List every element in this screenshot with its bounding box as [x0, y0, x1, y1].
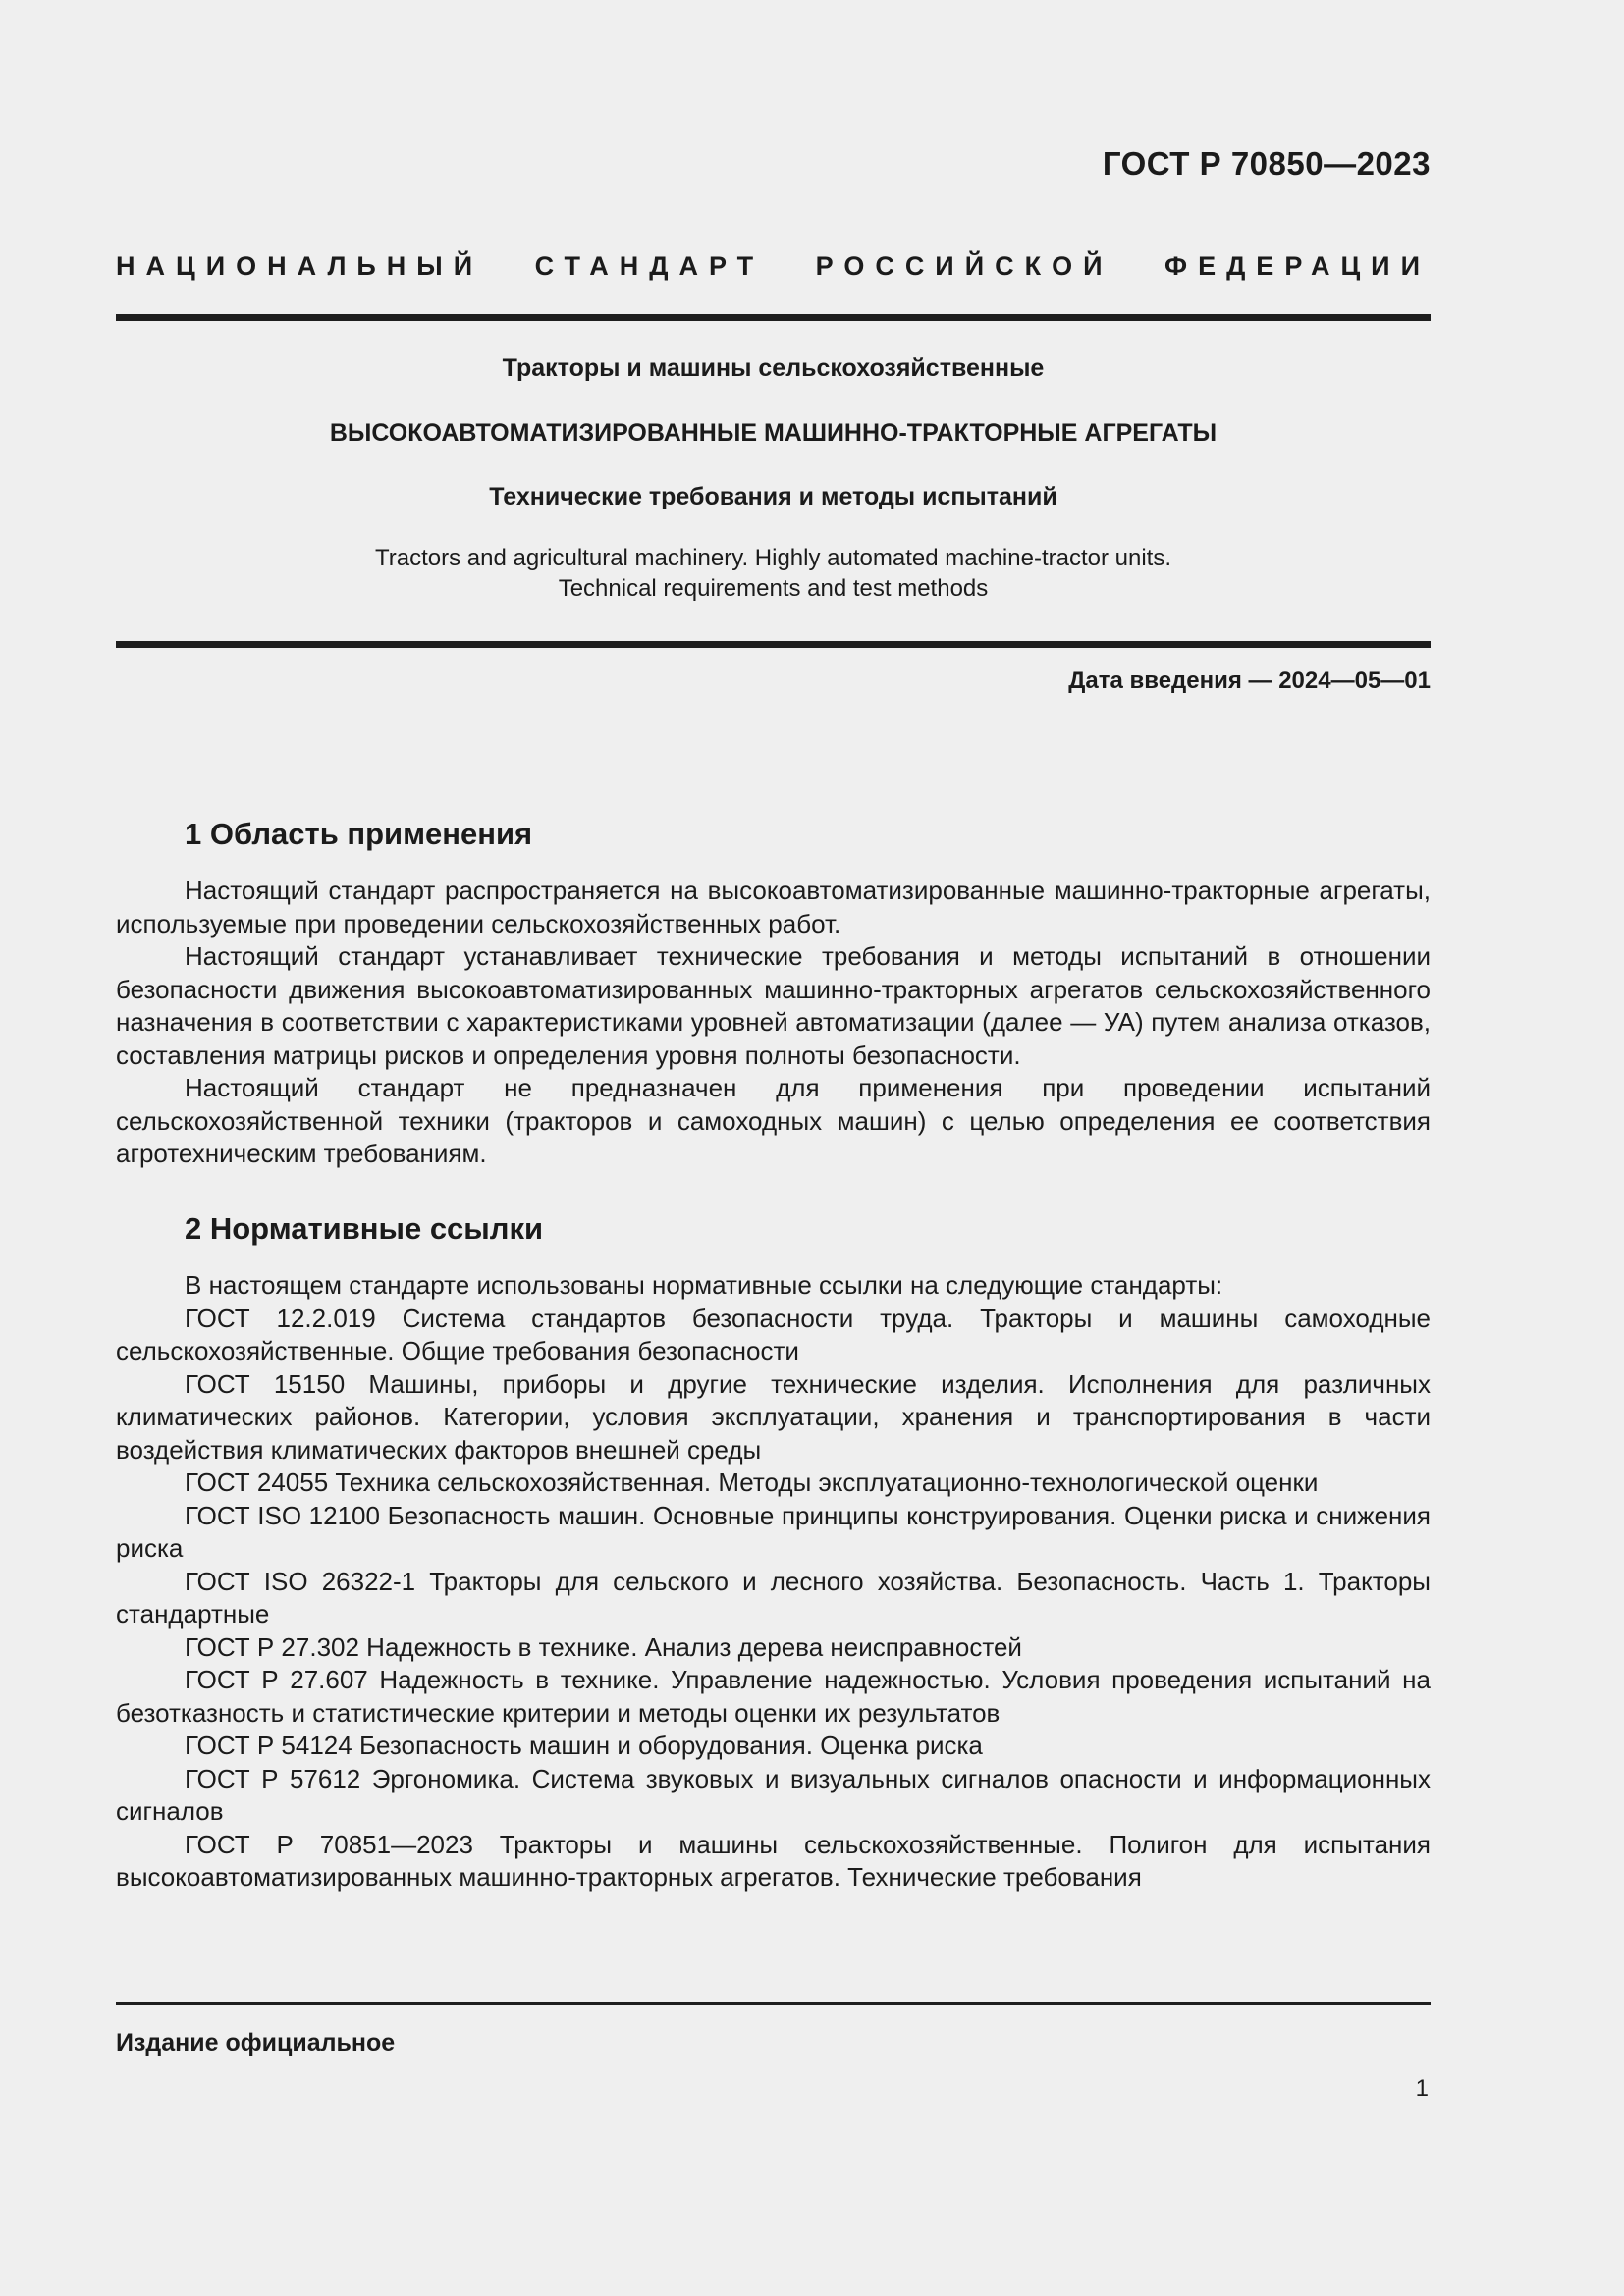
- document-main-title: ВЫСОКОАВТОМАТИЗИРОВАННЫЕ МАШИННО-ТРАКТОРНЫЕ АГРЕГАТЫ: [329, 419, 1218, 447]
- section-2-title: 2 Нормативные ссылки: [185, 1211, 544, 1246]
- reference-item: ГОСТ Р 70851—2023 Тракторы и машины сельскохозяйственные. Полигон для испытания высокоавтоматизированных машинно-тракторных агрегатов. Технические требования: [116, 1829, 1431, 1892]
- document-subtitle: Тракторы и машины сельскохозяйственные: [502, 354, 1045, 382]
- section-2-paragraph: В настоящем стандарте использованы нормативные ссылки на следующие стандарты:: [185, 1270, 1223, 1300]
- introduction-date: Дата введения — 2024—05—01: [1068, 667, 1431, 694]
- official-edition-label: Издание официальное: [116, 2029, 396, 2056]
- reference-item: ГОСТ 15150 Машины, приборы и другие технические изделия. Исполнения для различных климатических районов. Категории, условия эксплуатации, хранения и транспортирования в части воздействия климатических факторов внешней среды: [116, 1368, 1431, 1465]
- section-1-title: 1 Область применения: [185, 817, 533, 851]
- reference-item: ГОСТ ISO 12100 Безопасность машин. Основные принципы конструирования. Оценки риска и снижения риска: [116, 1500, 1431, 1563]
- reference-item: ГОСТ 12.2.019 Система стандартов безопасности труда. Тракторы и машины самоходные сельскохозяйственные. Общие требования безопасности: [116, 1303, 1431, 1365]
- section-1-paragraph: Настоящий стандарт не предназначен для применения при проведении испытаний сельскохозяйственной техники (тракторов и самоходных машин) с целью определения ее соответствия агротехническим требованиям.: [116, 1073, 1431, 1168]
- section-1-paragraph: Настоящий стандарт устанавливает технические требования и методы испытаний в отношении безопасности движения высокоавтоматизированных машинно-тракторных агрегатов сельскохозяйственного назначения в соответствии с характеристиками уровней автоматизации (далее — УА) путем анализа отказов, составления матрицы рисков и определения уровня полноты безопасности.: [116, 941, 1431, 1070]
- reference-item: ГОСТ ISO 26322-1 Тракторы для сельского и лесного хозяйства. Безопасность. Часть 1. Тракторы стандартные: [116, 1566, 1431, 1629]
- english-title-line-1: Tractors and agricultural machinery. Highly automated machine-tractor units.: [374, 545, 1171, 571]
- national-standard-title: НАЦИОНАЛЬНЫЙ СТАНДАРТ РОССИЙСКОЙ ФЕДЕРАЦИИ: [116, 251, 1431, 281]
- reference-item: ГОСТ Р 27.607 Надежность в технике. Управление надежностью. Условия проведения испытаний на безотказность и статистические критерии и методы оценки их результатов: [116, 1665, 1431, 1728]
- reference-item: ГОСТ Р 57612 Эргономика. Система звуковых и визуальных сигналов опасности и информационных сигналов: [116, 1763, 1431, 1826]
- header-divider-bottom: [116, 641, 1431, 648]
- header-divider-top: [116, 314, 1431, 321]
- section-1-body: [116, 875, 1431, 1171]
- reference-item: ГОСТ Р 27.302 Надежность в технике. Анализ дерева неисправностей: [185, 1631, 1022, 1662]
- reference-item: ГОСТ Р 54124 Безопасность машин и оборудования. Оценка риска: [185, 1731, 983, 1760]
- section-1-paragraph: Настоящий стандарт распространяется на высокоавтоматизированные машинно-тракторные агрегаты, используемые при проведении сельскохозяйственных работ.: [116, 876, 1431, 938]
- document-number: ГОСТ Р 70850—2023: [1102, 145, 1431, 182]
- reference-item: ГОСТ 24055 Техника сельскохозяйственная. Методы эксплуатационно-технологической оценки: [185, 1468, 1319, 1497]
- english-title-line-2: Technical requirements and test methods: [558, 575, 989, 602]
- page-number: 1: [1415, 2075, 1429, 2102]
- section-2-body: [116, 1269, 1431, 1895]
- document-subtitle-2: Технические требования и методы испытаний: [489, 483, 1057, 510]
- footer-divider: [116, 2002, 1431, 2005]
